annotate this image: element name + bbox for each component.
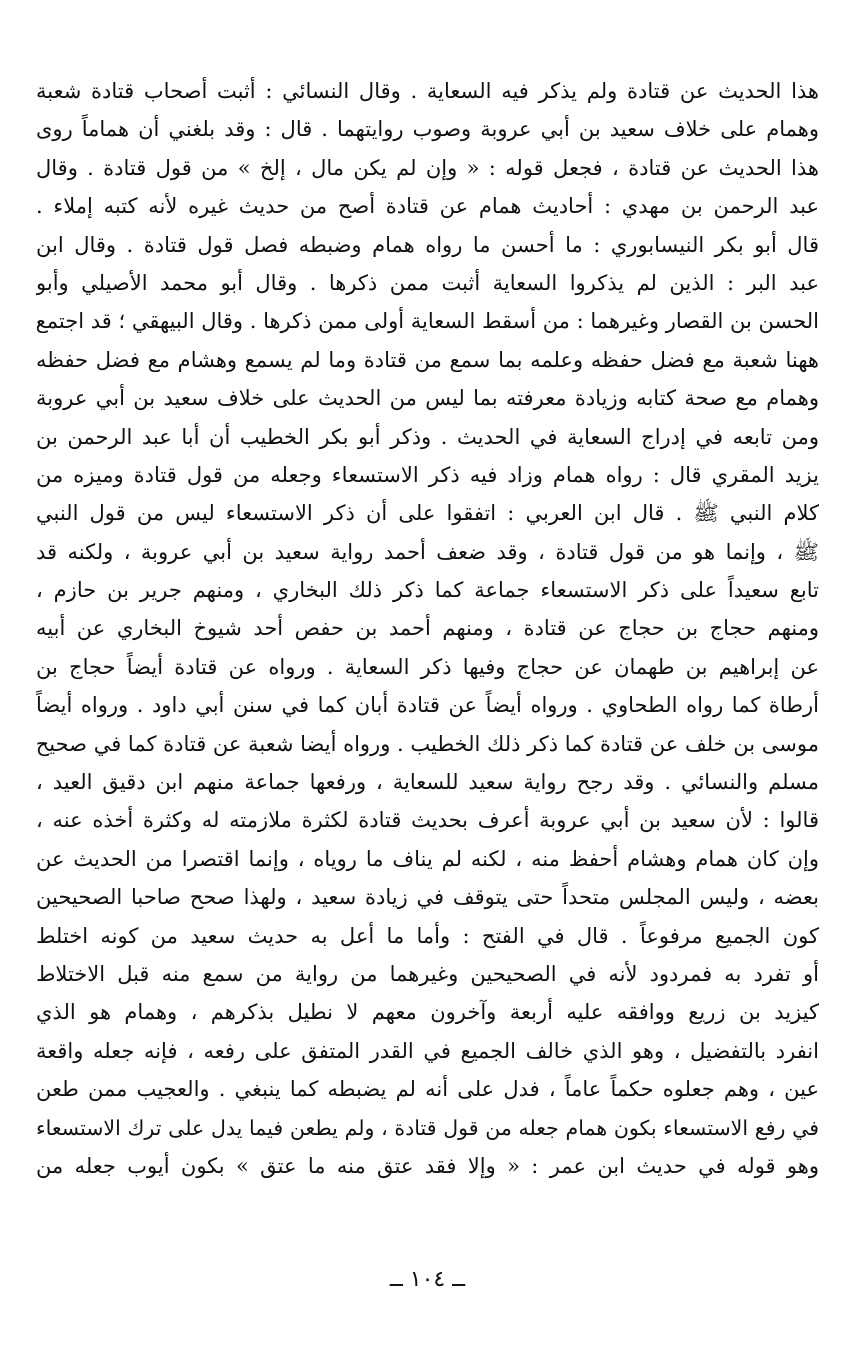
text-line: عين ، وهم جعلوه حكماً عاماً ، فدل على أنه لم يضبطه كما ينبغي . والعجيب ممن طعن (36, 1077, 819, 1102)
text-line: بعضه ، وليس المجلس متحداً حتى يتوقف في زيادة سعيد ، ولهذا صحح صاحبا الصحيحين (36, 885, 819, 910)
text-line: قال أبو بكر النيسابوري : ما أحسن ما رواه همام وضبطه فصل قول قتادة . وقال ابن (36, 232, 819, 257)
text-line: عن إبراهيم بن طهمان عن حجاج وفيها ذكر السعاية . ورواه عن قتادة أيضاً حجاج بن (36, 654, 819, 679)
text-line: ﷺ ، وإنما هو من قول قتادة ، وقد ضعف أحمد رواية سعيد بن أبي عروبة ، ولكنه قد (36, 539, 819, 564)
text-line: كيزيد بن زريع ووافقه عليه أربعة وآخرون معهم لا نطيل بذكرهم ، وهمام هو الذي (36, 1000, 819, 1025)
text-line: كلام النبي ﷺ . قال ابن العربي : اتفقوا على أن ذكر الاستسعاء ليس من قول النبي (36, 501, 819, 526)
text-line: مسلم والنسائي . وقد رجح رواية سعيد للسعاية ، ورفعها جماعة منهم ابن دقيق العيد ، (36, 770, 819, 795)
text-line: وهو قوله في حديث ابن عمر : « وإلا فقد عتق منه ما عتق » بكون أيوب جعله من (36, 1153, 819, 1178)
text-line: انفرد بالتفضيل ، وهو الذي خالف الجميع في القدر المتفق على رفعه ، فإنه جعله واقعة (36, 1038, 819, 1063)
text-line: هذا الحديث عن قتادة ولم يذكر فيه السعاية . وقال النسائي : أثبت أصحاب قتادة شعبة (36, 79, 819, 103)
text-line: هذا الحديث عن قتادة ، فجعل قوله : « وإن لم يكن مال ، إلخ » من قول قتادة . وقال (36, 155, 819, 180)
text-line: ههنا شعبة مع فضل حفظه وعلمه بما سمع من قتادة وما لم يسمع وهشام مع فضل حفظه (36, 347, 819, 372)
text-line: وإن كان همام وهشام أحفظ منه ، لكنه لم يناف ما روياه ، وإنما اقتصرا من الحديث عن (36, 846, 819, 871)
text-line: عبد البر : الذين لم يذكروا السعاية أثبت ممن ذكرها . وقال أبو محمد الأصيلي وأبو (36, 270, 819, 295)
body-text (36, 72, 819, 1185)
text-line: أرطاة كما رواه الطحاوي . ورواه أيضاً عن قتادة أبان كما في سنن أبي داود . ورواه أيضاً (36, 693, 819, 718)
text-line: عبد الرحمن بن مهدي : أحاديث همام عن قتادة أصح من حديث غيره لأنه كتبه إملاء . (36, 194, 819, 219)
text-line: أو تفرد به فمردود لأنه في الصحيحين وغيرهما من رواية من سمع منه قبل الاختلاط (36, 961, 819, 986)
text-line: وهمام على خلاف سعيد بن أبي عروبة وصوب روايتهما . قال : وقد بلغني أن هماماً روى (36, 117, 819, 142)
text-line: قالوا : لأن سعيد بن أبي عروبة أعرف بحديث قتادة لكثرة ملازمته له وكثرة أخذه عنه ، (36, 808, 819, 833)
text-line: يزيد المقري قال : رواه همام وزاد فيه ذكر الاستسعاء وجعله من قول قتادة وميزه من (36, 462, 819, 487)
text-line: موسى بن خلف عن قتادة كما ذكر ذلك الخطيب . ورواه أيضا شعبة عن قتادة كما في صحيح (36, 731, 819, 756)
text-line: ومنهم حجاج بن حجاج عن قتادة ، ومنهم أحمد بن حفص أحد شيوخ البخاري عن أبيه (36, 616, 819, 641)
page-number: ــ ١٠٤ ــ (389, 1267, 466, 1292)
text-line: كون الجميع مرفوعاً . قال في الفتح : وأما ما أعل به حديث سعيد من كونه اختلط (36, 923, 819, 948)
text-line: ومن تابعه في إدراج السعاية في الحديث . وذكر أبو بكر الخطيب أن أبا عبد الرحمن بن (36, 424, 819, 449)
text-line: الحسن بن القصار وغيرهما : من أسقط السعاية أولى ممن ذكرها . وقال البيهقي ؛ قد اجتمع (36, 309, 819, 334)
text-line: وهمام مع صحة كتابه وزيادة معرفته بما ليس من الحديث على خلاف سعيد بن أبي عروبة (36, 386, 819, 411)
text-line: في رفع الاستسعاء بكون همام جعله من قول قتادة ، ولم يطعن فيما يدل على ترك الاستسعاء (36, 1115, 819, 1140)
text-line: تابع سعيداً على ذكر الاستسعاء جماعة كما ذكر ذلك البخاري ، ومنهم جرير بن حازم ، (36, 578, 819, 603)
